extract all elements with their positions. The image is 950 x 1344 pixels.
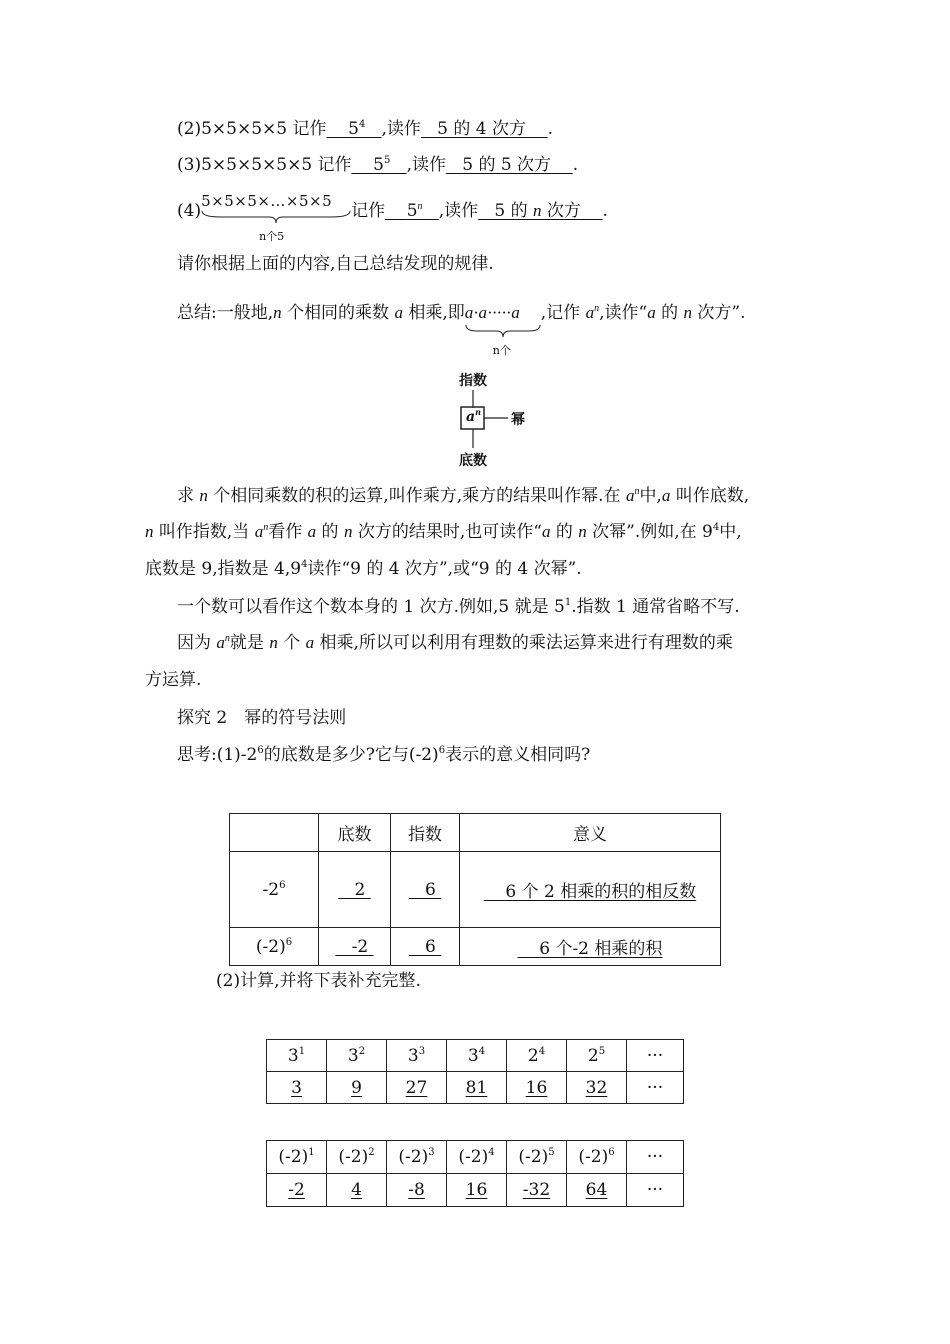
- prompt-text: 请你根据上面的内容,自己总结发现的规律.: [177, 254, 494, 274]
- paragraph-because-line1: 因为 $a^n$就是 n 个 a 相乘,所以可以利用有理数的乘法运算来进行有理数的乘: [177, 633, 733, 653]
- answer-reading: 5 的 4 次方: [437, 119, 526, 139]
- table-row: -2 4 -8 16 -32 64 ···: [267, 1174, 684, 1207]
- ellipsis-cell: ···: [627, 1174, 684, 1207]
- table-row: 3 9 27 81 16 32 ···: [267, 1072, 684, 1104]
- paragraph-definition-line1: 求 n 个相同乘数的积的运算,叫作乘方,乘方的结果叫作幂.在 $a^n$中,a 叫作底数,: [177, 486, 750, 506]
- diagram-base-symbol: $a^n$: [466, 407, 481, 425]
- power-label: 幂: [511, 412, 525, 428]
- underbrace-icon: [201, 210, 351, 224]
- answer-reading: 5 的 5 次方: [462, 155, 552, 175]
- answer-notation: $5^4$: [348, 119, 366, 139]
- table-header: [230, 814, 319, 852]
- paragraph-definition-line3: 底数是 9,指数是 $4,9^4$读作“9 的 4 次方”,或“9 的 4 次幂”.: [145, 559, 582, 579]
- brace-product: a·a·····a n个: [465, 302, 541, 324]
- power-diagram: [440, 368, 540, 468]
- task-2: (2)计算,并将下表补充完整.: [216, 971, 421, 991]
- base-label: 底数: [459, 453, 487, 469]
- ellipsis-cell: ···: [627, 1040, 684, 1072]
- underbrace-icon: [465, 324, 541, 338]
- example-3: (3)5×5×5×5×5 记作 $5^5$ ,读作 5 的 5 次方 .: [177, 155, 579, 175]
- answer-reading: 5 的 n 次方: [494, 201, 581, 221]
- base-exponent-table: [229, 813, 721, 966]
- brace-expression: 5×5×5×…×5×5 n个5: [201, 190, 351, 212]
- paragraph-definition-line2: n 叫作指数,当 $a^n$看作 a 的 n 次方的结果时,也可读作“a 的 n 次幂”.例如,在 $9^4$中,: [145, 522, 742, 542]
- ellipsis-cell: ···: [627, 1072, 684, 1104]
- negative-base-powers-table: $(-2)^1$ $(-2)^2$ $(-2)^3$ $(-2)^4$ $(-2)^5$ $(-2)^6$ ··· -2 4 -8 16 -32 64 ···: [266, 1140, 684, 1207]
- ellipsis-cell: ···: [627, 1141, 684, 1174]
- expression-cell: $-2^6$: [230, 852, 319, 928]
- paragraph-because-line2: 方运算.: [145, 670, 202, 690]
- answer-notation: 5$^n$: [406, 201, 423, 221]
- expression-cell: $(-2)^6$: [230, 928, 319, 966]
- table-header: 底数: [319, 814, 391, 852]
- table-row: $-2^6$ 2 6 6 个 2 相乘的积的相反数: [230, 852, 721, 928]
- positive-powers-table: $3^1$ $3^2$ $3^3$ $3^4$ $2^4$ $2^5$ ··· 3 9 27 81 16 32 ···: [266, 1039, 684, 1104]
- table-header: 指数: [391, 814, 460, 852]
- exponent-label: 指数: [459, 373, 487, 389]
- example-4: (4)5×5×5×…×5×5 n个5 记作 5$^n$ ,读作 5 的 n 次方 .: [177, 192, 608, 243]
- summary: 总结:一般地,n 个相同的乘数 a 相乘,即a·a·····a n个 ,记作 $a^n$,读作“a 的 n 次方”.: [177, 303, 746, 357]
- table-header: 意义: [460, 814, 721, 852]
- paragraph-first-power: 一个数可以看作这个数本身的 1 次方.例如,5 就是 $5^1$.指数 1 通常省略不写.: [177, 597, 740, 617]
- question: 思考$:(1)-2^6$的底数是多少?它与$(-2)^6$表示的意义相同吗?: [177, 745, 591, 765]
- table-row: $(-2)^6$ -2 6 6 个-2 相乘的积: [230, 928, 721, 966]
- answer-notation: $5^5$: [373, 155, 391, 175]
- section-title: 探究 2 幂的符号法则: [177, 708, 347, 728]
- example-2: (2)5×5×5×5 记作 $5^4$ ,读作 5 的 4 次方 .: [177, 119, 554, 139]
- diagram-lines: [440, 368, 540, 468]
